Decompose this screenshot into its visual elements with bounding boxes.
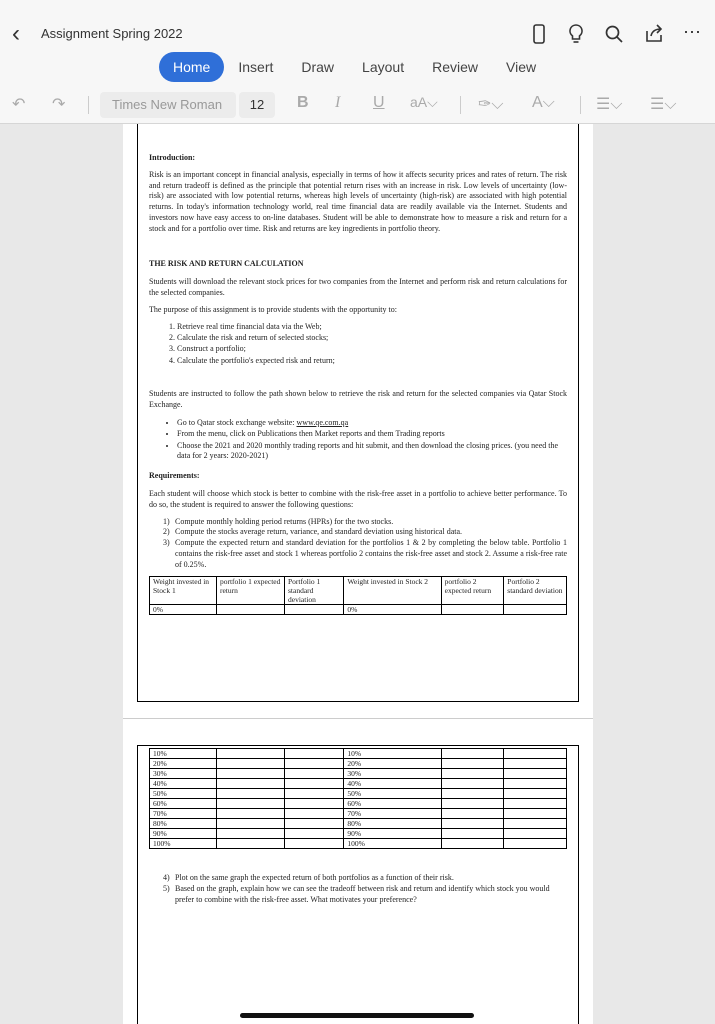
font-name-field[interactable]: Times New Roman xyxy=(100,92,236,118)
bold-icon[interactable]: B xyxy=(297,94,309,111)
document-page-1 xyxy=(123,124,593,718)
table-cell xyxy=(441,759,504,769)
table-cell: 40% xyxy=(150,779,217,789)
intro-paragraph: Risk is an important concept in financial analysis, especially in terms of how it affects security prices and rates of return. The risk and return tradeoff is defined as the principle that potential return rises with an increase in risk. Low levels of uncertainty (low-risk) are associated with low potential returns, whereas high levels of uncertainty (high-risk) are associated with high potential returns. In today's information technology world, real time financial data are readily available via the Internet. Students and investors now have easy access to on-line databases. Student will be able to demonstrate how to measure a risk and return for a stock and for a portfolio over time. Risk and returns are key ingredients in portfolio theory. xyxy=(149,169,567,233)
table-cell: 10% xyxy=(344,749,441,759)
question-text: Plot on the same graph the expected return of both portfolios as a function of their risk. xyxy=(175,873,454,882)
table-cell xyxy=(504,604,567,614)
table-cell xyxy=(216,769,284,779)
table-cell xyxy=(285,759,344,769)
document-title[interactable]: Assignment Spring 2022 xyxy=(41,26,183,41)
table-cell xyxy=(441,769,504,779)
intro-heading: Introduction: xyxy=(149,153,196,162)
table-cell: 20% xyxy=(150,759,217,769)
toolbar-divider xyxy=(460,96,461,114)
table-header-cell: portfolio 2 expected return xyxy=(441,576,504,604)
list-item: 3) Compute the expected return and standard deviation for the portfolios 1 & 2 by completing the below table. Portfolio 1 contains the risk-free asset and stock 1 whereas portfolio 2 contains the risk-free asset and stock 2. Assume a risk-free rate of 0.25%. xyxy=(163,538,567,569)
table-cell xyxy=(285,789,344,799)
text-size-icon[interactable]: aA⌵ xyxy=(410,94,438,110)
table-cell xyxy=(216,779,284,789)
table-header-cell: Weight invested in Stock 1 xyxy=(150,576,217,604)
questions-list xyxy=(149,873,567,905)
italic-icon[interactable]: I xyxy=(335,94,341,111)
table-cell xyxy=(216,819,284,829)
table-row xyxy=(150,839,567,849)
requirements-paragraph: Each student will choose which stock is better to combine with the risk-free asset in a portfolio to achieve better performance. To do so, the student is required to answer the following questions: xyxy=(149,489,567,509)
toolbar-divider xyxy=(580,96,581,114)
table-cell: 60% xyxy=(344,799,441,809)
phone-view-icon[interactable] xyxy=(527,22,551,46)
table-cell xyxy=(216,749,284,759)
qe-website-link[interactable]: www.qe.com.qa xyxy=(296,418,349,428)
table-header-cell: Portfolio 1 standard deviation xyxy=(285,576,344,604)
table-cell xyxy=(216,789,284,799)
table-cell: 80% xyxy=(150,819,217,829)
ribbon-tabs xyxy=(159,52,550,82)
tab-draw[interactable]: Draw xyxy=(301,59,335,75)
highlighter-icon[interactable]: ✑⌵ xyxy=(478,96,504,113)
table-cell xyxy=(441,799,504,809)
table-row xyxy=(150,809,567,819)
back-chevron-icon[interactable]: ‹ xyxy=(12,20,20,47)
table-row xyxy=(150,799,567,809)
tab-view[interactable]: View xyxy=(506,59,537,75)
table-cell xyxy=(216,839,284,849)
table-cell xyxy=(504,819,567,829)
table-cell xyxy=(216,759,284,769)
calc-paragraph-1: Students will download the relevant stock prices for two companies from the Internet and perform risk and return calculations for the selected companies. xyxy=(149,277,567,298)
formatting-toolbar xyxy=(0,88,715,120)
document-body-2[interactable] xyxy=(149,748,567,905)
table-cell xyxy=(504,769,567,779)
share-icon[interactable] xyxy=(642,22,666,46)
bullet-list-icon[interactable]: ☰⌵ xyxy=(596,96,623,113)
list-item: 2) Compute the stocks average return, variance, and standard deviation using historical data. xyxy=(163,527,463,537)
table-row xyxy=(150,749,567,759)
bullet-text: Go to Qatar stock exchange website: xyxy=(177,418,297,428)
table-cell: 20% xyxy=(344,759,441,769)
list-item: 4) Plot on the same graph the expected return of both portfolios as a function of their risk. xyxy=(163,873,454,882)
instructions-paragraph: Students are instructed to follow the path shown below to retrieve the risk and return for the selected companies via Qatar Stock Exchange. xyxy=(149,389,567,410)
portfolio-table[interactable] xyxy=(149,576,567,615)
table-cell xyxy=(504,749,567,759)
table-cell xyxy=(504,809,567,819)
table-row xyxy=(150,829,567,839)
table-cell xyxy=(285,839,344,849)
title-bar xyxy=(0,16,715,52)
table-cell: 100% xyxy=(344,839,441,849)
table-cell xyxy=(441,749,504,759)
calc-heading: THE RISK AND RETURN CALCULATION xyxy=(149,258,304,268)
table-cell xyxy=(441,809,504,819)
requirement-text: Compute the expected return and standard deviation for the portfolios 1 & 2 by completing the below table. Portfolio 1 contains the risk-free asset and stock 1 whereas portfolio 2 contains the risk-free asset and stock 2. Assume a risk-free rate of 0.25%. xyxy=(175,538,567,569)
table-cell: 40% xyxy=(344,779,441,789)
list-item: 4. Calculate the portfolio's expected risk and return; xyxy=(177,356,567,367)
tab-insert[interactable]: Insert xyxy=(238,59,274,75)
list-item: 3. Construct a portfolio; xyxy=(177,344,567,355)
list-item: 1) Compute monthly holding period returns (HPRs) for the two stocks. xyxy=(163,516,394,526)
search-icon[interactable] xyxy=(602,22,626,46)
table-cell: 60% xyxy=(150,799,217,809)
table-cell xyxy=(504,779,567,789)
question-text: Based on the graph, explain how we can see the tradeoff between risk and return and identify which stock you would prefer to combine with the risk-free asset. What motivates your preference? xyxy=(175,883,550,904)
table-header-cell: Portfolio 2 standard deviation xyxy=(504,576,567,604)
table-row xyxy=(150,769,567,779)
table-cell: 50% xyxy=(150,789,217,799)
table-cell xyxy=(504,759,567,769)
table-cell xyxy=(441,829,504,839)
tab-review[interactable]: Review xyxy=(432,59,478,75)
list-item: 1. Retrieve real time financial data via the Web; xyxy=(177,322,567,333)
requirements-list xyxy=(149,517,567,571)
tab-home[interactable]: Home xyxy=(159,52,224,82)
requirement-text: Compute the stocks average return, variance, and standard deviation using historical data. xyxy=(175,527,463,537)
requirement-text: Compute monthly holding period returns (HPRs) for the two stocks. xyxy=(175,516,394,526)
font-size-field[interactable]: 12 xyxy=(239,92,275,118)
table-header-cell: portfolio 1 expected return xyxy=(216,576,284,604)
table-cell xyxy=(504,799,567,809)
table-cell: 80% xyxy=(344,819,441,829)
table-row xyxy=(150,779,567,789)
calc-paragraph-2: The purpose of this assignment is to provide students with the opportunity to: xyxy=(149,304,397,314)
table-header-row xyxy=(150,576,567,604)
instructions-list xyxy=(149,418,567,462)
table-cell xyxy=(441,779,504,789)
redo-icon[interactable]: ↷ xyxy=(52,96,66,113)
lightbulb-icon[interactable] xyxy=(564,22,588,46)
list-item xyxy=(177,418,567,429)
app-top-bar xyxy=(0,0,715,124)
list-item: 5) Based on the graph, explain how we can see the tradeoff between risk and return and identify which stock you would prefer to combine with the risk-free asset. What motivates your preference? xyxy=(163,883,550,904)
table-cell xyxy=(441,819,504,829)
document-page-2 xyxy=(123,718,593,1024)
weights-table[interactable] xyxy=(149,748,567,849)
table-cell: 10% xyxy=(150,749,217,759)
table-cell: 70% xyxy=(150,809,217,819)
table-cell: 100% xyxy=(150,839,217,849)
purpose-list xyxy=(157,322,567,367)
table-cell xyxy=(216,604,284,614)
undo-icon[interactable]: ↶ xyxy=(12,96,26,113)
table-cell xyxy=(216,809,284,819)
toolbar-divider xyxy=(88,96,89,114)
table-cell: 90% xyxy=(344,829,441,839)
table-cell: 50% xyxy=(344,789,441,799)
table-header-cell: Weight invested in Stock 2 xyxy=(344,576,441,604)
requirements-heading: Requirements: xyxy=(149,471,200,481)
list-item: 2. Calculate the risk and return of selected stocks; xyxy=(177,333,567,344)
table-cell xyxy=(285,779,344,789)
table-cell xyxy=(285,604,344,614)
table-row xyxy=(150,819,567,829)
list-item: • Choose the 2021 and 2020 monthly trading reports and hit submit, and then download the closing prices. (you need the data for 2 years: 2020-2021) xyxy=(177,441,567,463)
table-cell xyxy=(504,789,567,799)
numbered-list-icon[interactable]: ☰⌵ xyxy=(650,96,677,113)
list-item: • From the menu, click on Publications then Market reports and them Trading reports xyxy=(177,429,567,440)
table-cell xyxy=(285,769,344,779)
underline-icon[interactable]: U xyxy=(373,94,385,111)
table-row xyxy=(150,759,567,769)
font-color-icon[interactable]: A⌵ xyxy=(532,94,555,111)
table-cell xyxy=(285,819,344,829)
table-cell xyxy=(504,829,567,839)
table-cell xyxy=(216,829,284,839)
document-body[interactable] xyxy=(149,153,567,615)
tab-layout[interactable]: Layout xyxy=(362,59,405,75)
home-indicator[interactable] xyxy=(240,1013,474,1018)
more-options-icon[interactable]: ⋯ xyxy=(683,22,701,42)
table-cell xyxy=(285,829,344,839)
table-cell: 30% xyxy=(344,769,441,779)
table-cell xyxy=(441,604,504,614)
table-cell: 90% xyxy=(150,829,217,839)
table-row xyxy=(150,789,567,799)
table-cell xyxy=(285,749,344,759)
table-cell xyxy=(504,839,567,849)
table-cell: 0% xyxy=(150,604,217,614)
table-cell: 0% xyxy=(344,604,441,614)
table-cell xyxy=(441,789,504,799)
table-cell xyxy=(285,799,344,809)
table-row xyxy=(150,604,567,614)
table-cell xyxy=(441,839,504,849)
table-cell: 30% xyxy=(150,769,217,779)
table-cell xyxy=(216,799,284,809)
table-cell xyxy=(285,809,344,819)
table-cell: 70% xyxy=(344,809,441,819)
